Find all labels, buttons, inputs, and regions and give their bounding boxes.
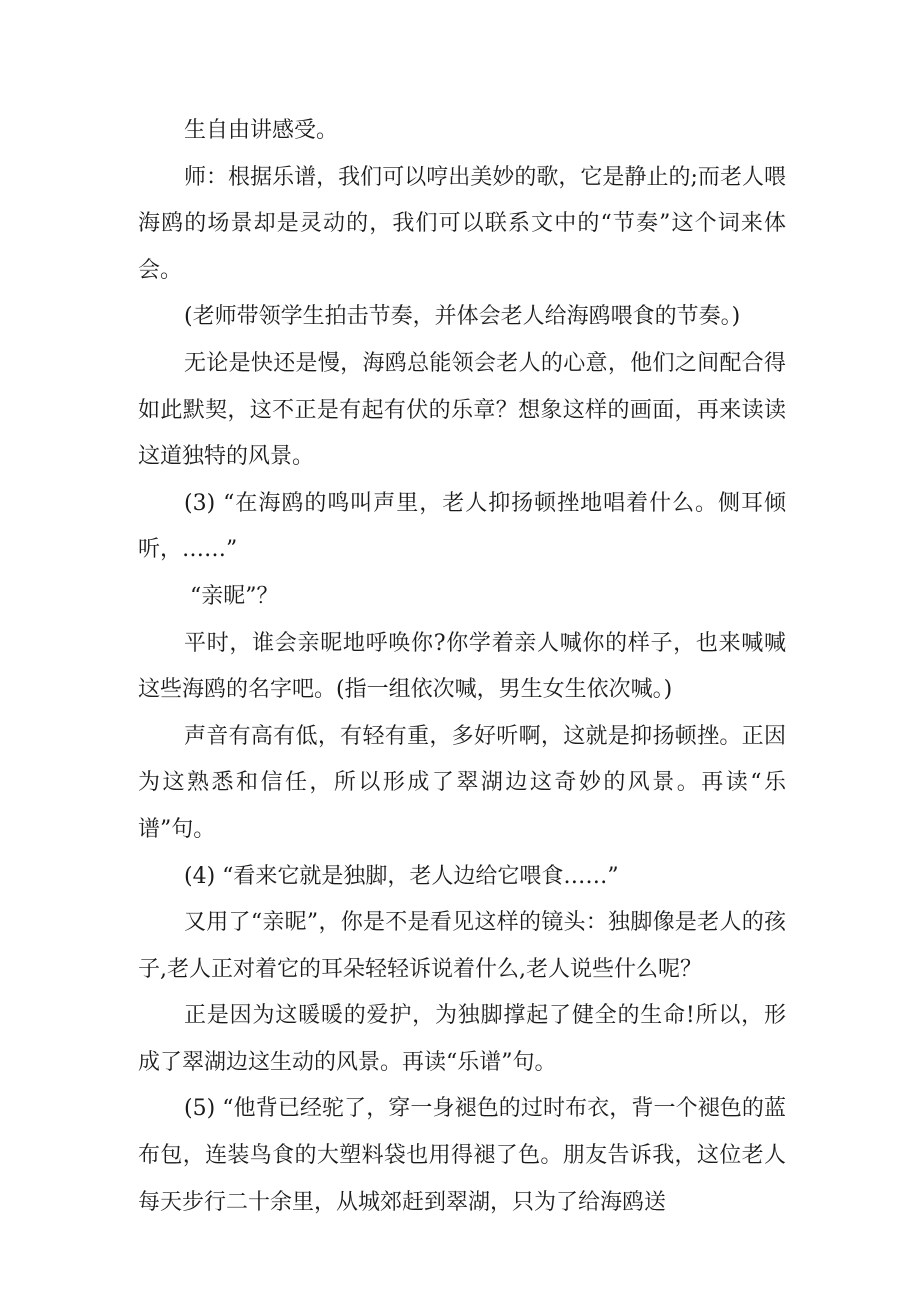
paragraph-calling-names: 平时，谁会亲昵地呼唤你?你学着亲人喊你的样子，也来喊喊这些海鸥的名字吧。(指一组依次喊，男生女生依次喊。) bbox=[138, 630, 786, 703]
paragraph-cadence: 声音有高有低，有轻有重，多好听啊，这就是抑扬顿挫。正因为这熟悉和信任，所以形成了翠湖边这奇妙的风景。再读“乐谱”句。 bbox=[138, 723, 786, 842]
document-body bbox=[138, 108, 786, 1226]
paragraph-intimate-question: “亲昵”？ bbox=[190, 583, 279, 609]
paragraph-quote-4: (4) “看来它就是独脚，老人边给它喂食……” bbox=[184, 863, 619, 889]
paragraph-rhythm-activity: (老师带领学生拍击节奏，并体会老人给海鸥喂食的节奏。) bbox=[184, 304, 741, 330]
paragraph-one-foot-child: 又用了“亲昵”，你是不是看见这样的镜头：独脚像是老人的孩子,老人正对着它的耳朵轻轻诉说着什么,老人说些什么呢？ bbox=[138, 910, 786, 982]
paragraph-warm-care: 正是因为这暖暖的爱护，为独脚撑起了健全的生命!所以，形成了翠湖边这生动的风景。再读“乐谱”句。 bbox=[138, 1003, 786, 1075]
paragraph-quote-3: (3) “在海鸥的鸣叫声里，老人抑扬顿挫地唱着什么。侧耳倾听，……” bbox=[138, 490, 786, 563]
paragraph-teacher-music-score: 师：根据乐谱，我们可以哼出美妙的歌，它是静止的;而老人喂海鸥的场景却是灵动的，我们可以联系文中的“节奏”这个词来体会。 bbox=[138, 164, 786, 283]
paragraph-quote-5: (5) “他背已经驼了，穿一身褪色的过时布衣，背一个褪色的蓝布包，连装鸟食的大塑料袋也用得褪了色。朋友告诉我，这位老人每天步行二十余里，从城郊赶到翠湖，只为了给海鸥送 bbox=[138, 1096, 786, 1215]
paragraph-student-feelings: 生自由讲感受。 bbox=[184, 118, 339, 143]
paragraph-tacit-understanding: 无论是快还是慢，海鸥总能领会老人的心意，他们之间配合得如此默契，这不正是有起有伏的乐章？想象这样的画面，再来读读这道独特的风景。 bbox=[138, 350, 786, 470]
